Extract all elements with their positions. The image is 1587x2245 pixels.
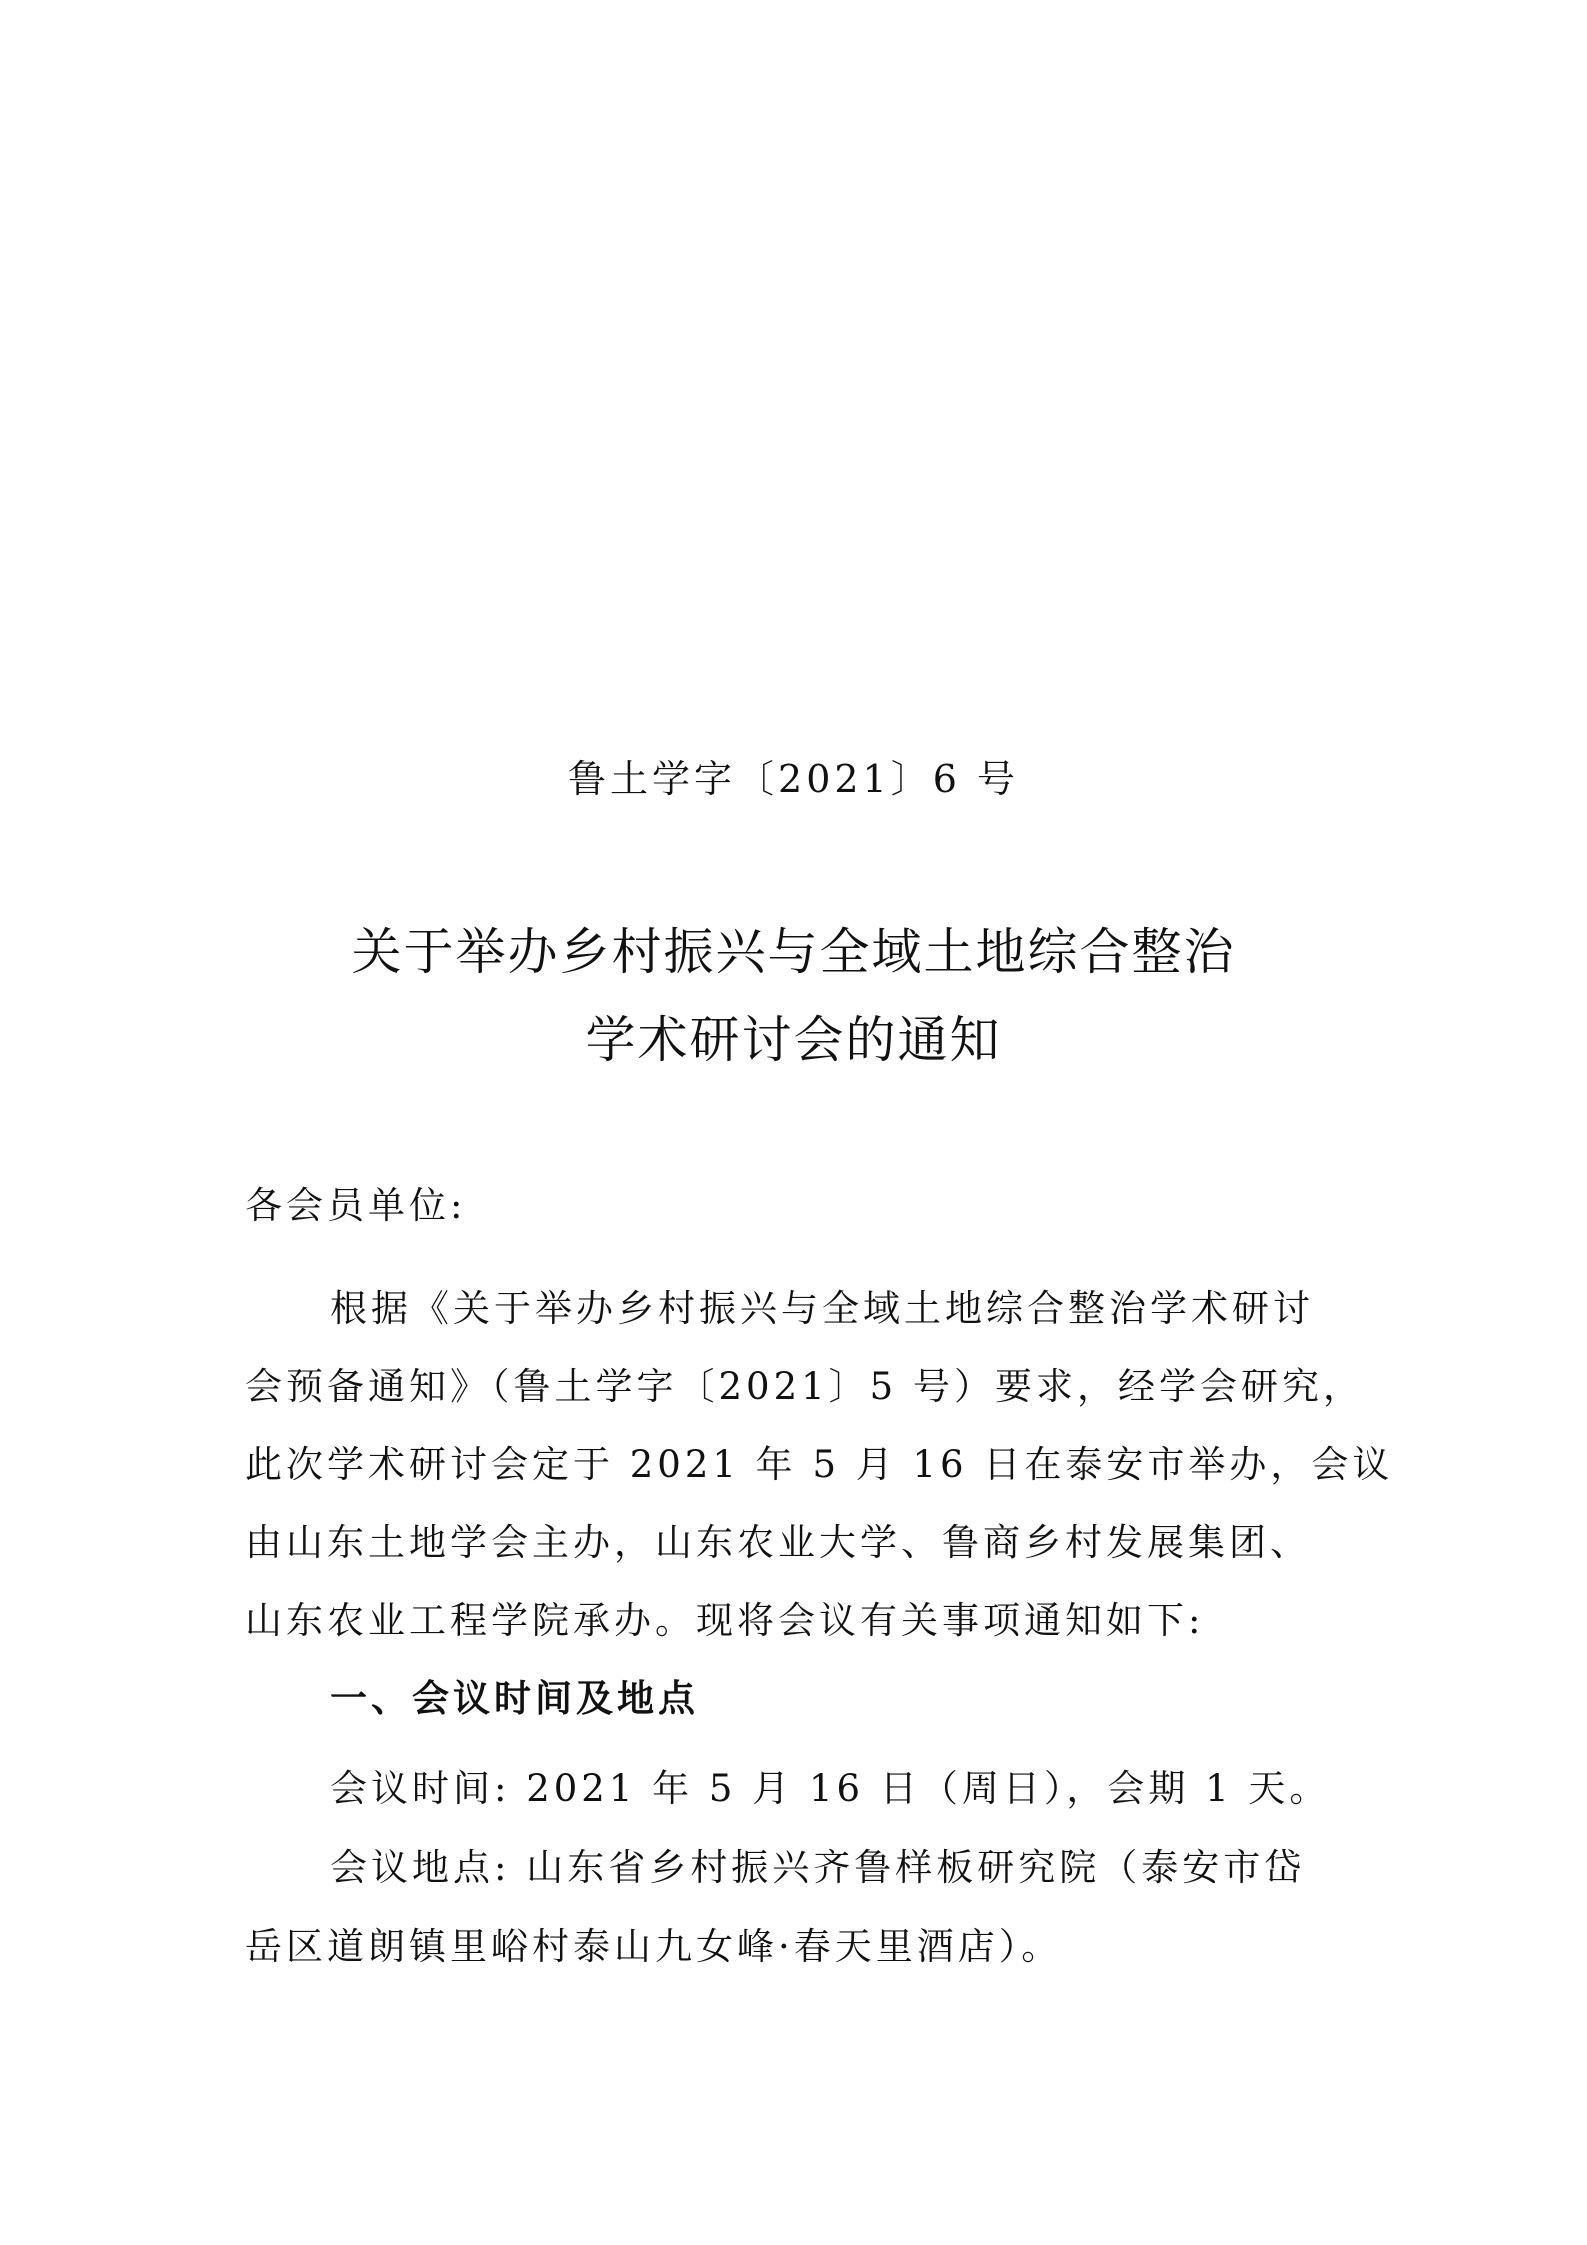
meeting-place-line: 会议地点: 山东省乡村振兴齐鲁样板研究院（泰安市岱 [330,1846,1306,1889]
meeting-place-line: 岳区道朗镇里峪村泰山九女峰·春天里酒店）。 [245,1925,1063,1968]
section-heading: 一、会议时间及地点 [330,1677,699,1720]
paragraph-line: 此次学术研讨会定于 2021 年 5 月 16 日在泰安市举办，会议 [245,1443,1394,1486]
paragraph-line: 由山东土地学会主办，山东农业大学、鲁商乡村发展集团、 [245,1521,1311,1564]
document-title-line-2: 学术研讨会的通知 [585,1011,1002,1069]
document-title-line-1: 关于举办乡村振兴与全域土地综合整治 [351,923,1236,981]
meeting-time: 会议时间: 2021 年 5 月 16 日（周日），会期 1 天。 [330,1767,1331,1810]
document-number: 鲁土学字〔2021〕6 号 [568,757,1019,801]
paragraph-line: 会预备通知》（鲁土学字〔2021〕5 号）要求，经学会研究， [245,1365,1364,1408]
salutation: 各会员单位: [245,1184,467,1227]
paragraph-line: 根据《关于举办乡村振兴与全域土地综合整治学术研讨 [330,1287,1314,1330]
paragraph-line: 山东农业工程学院承办。现将会议有关事项通知如下: [245,1599,1205,1642]
